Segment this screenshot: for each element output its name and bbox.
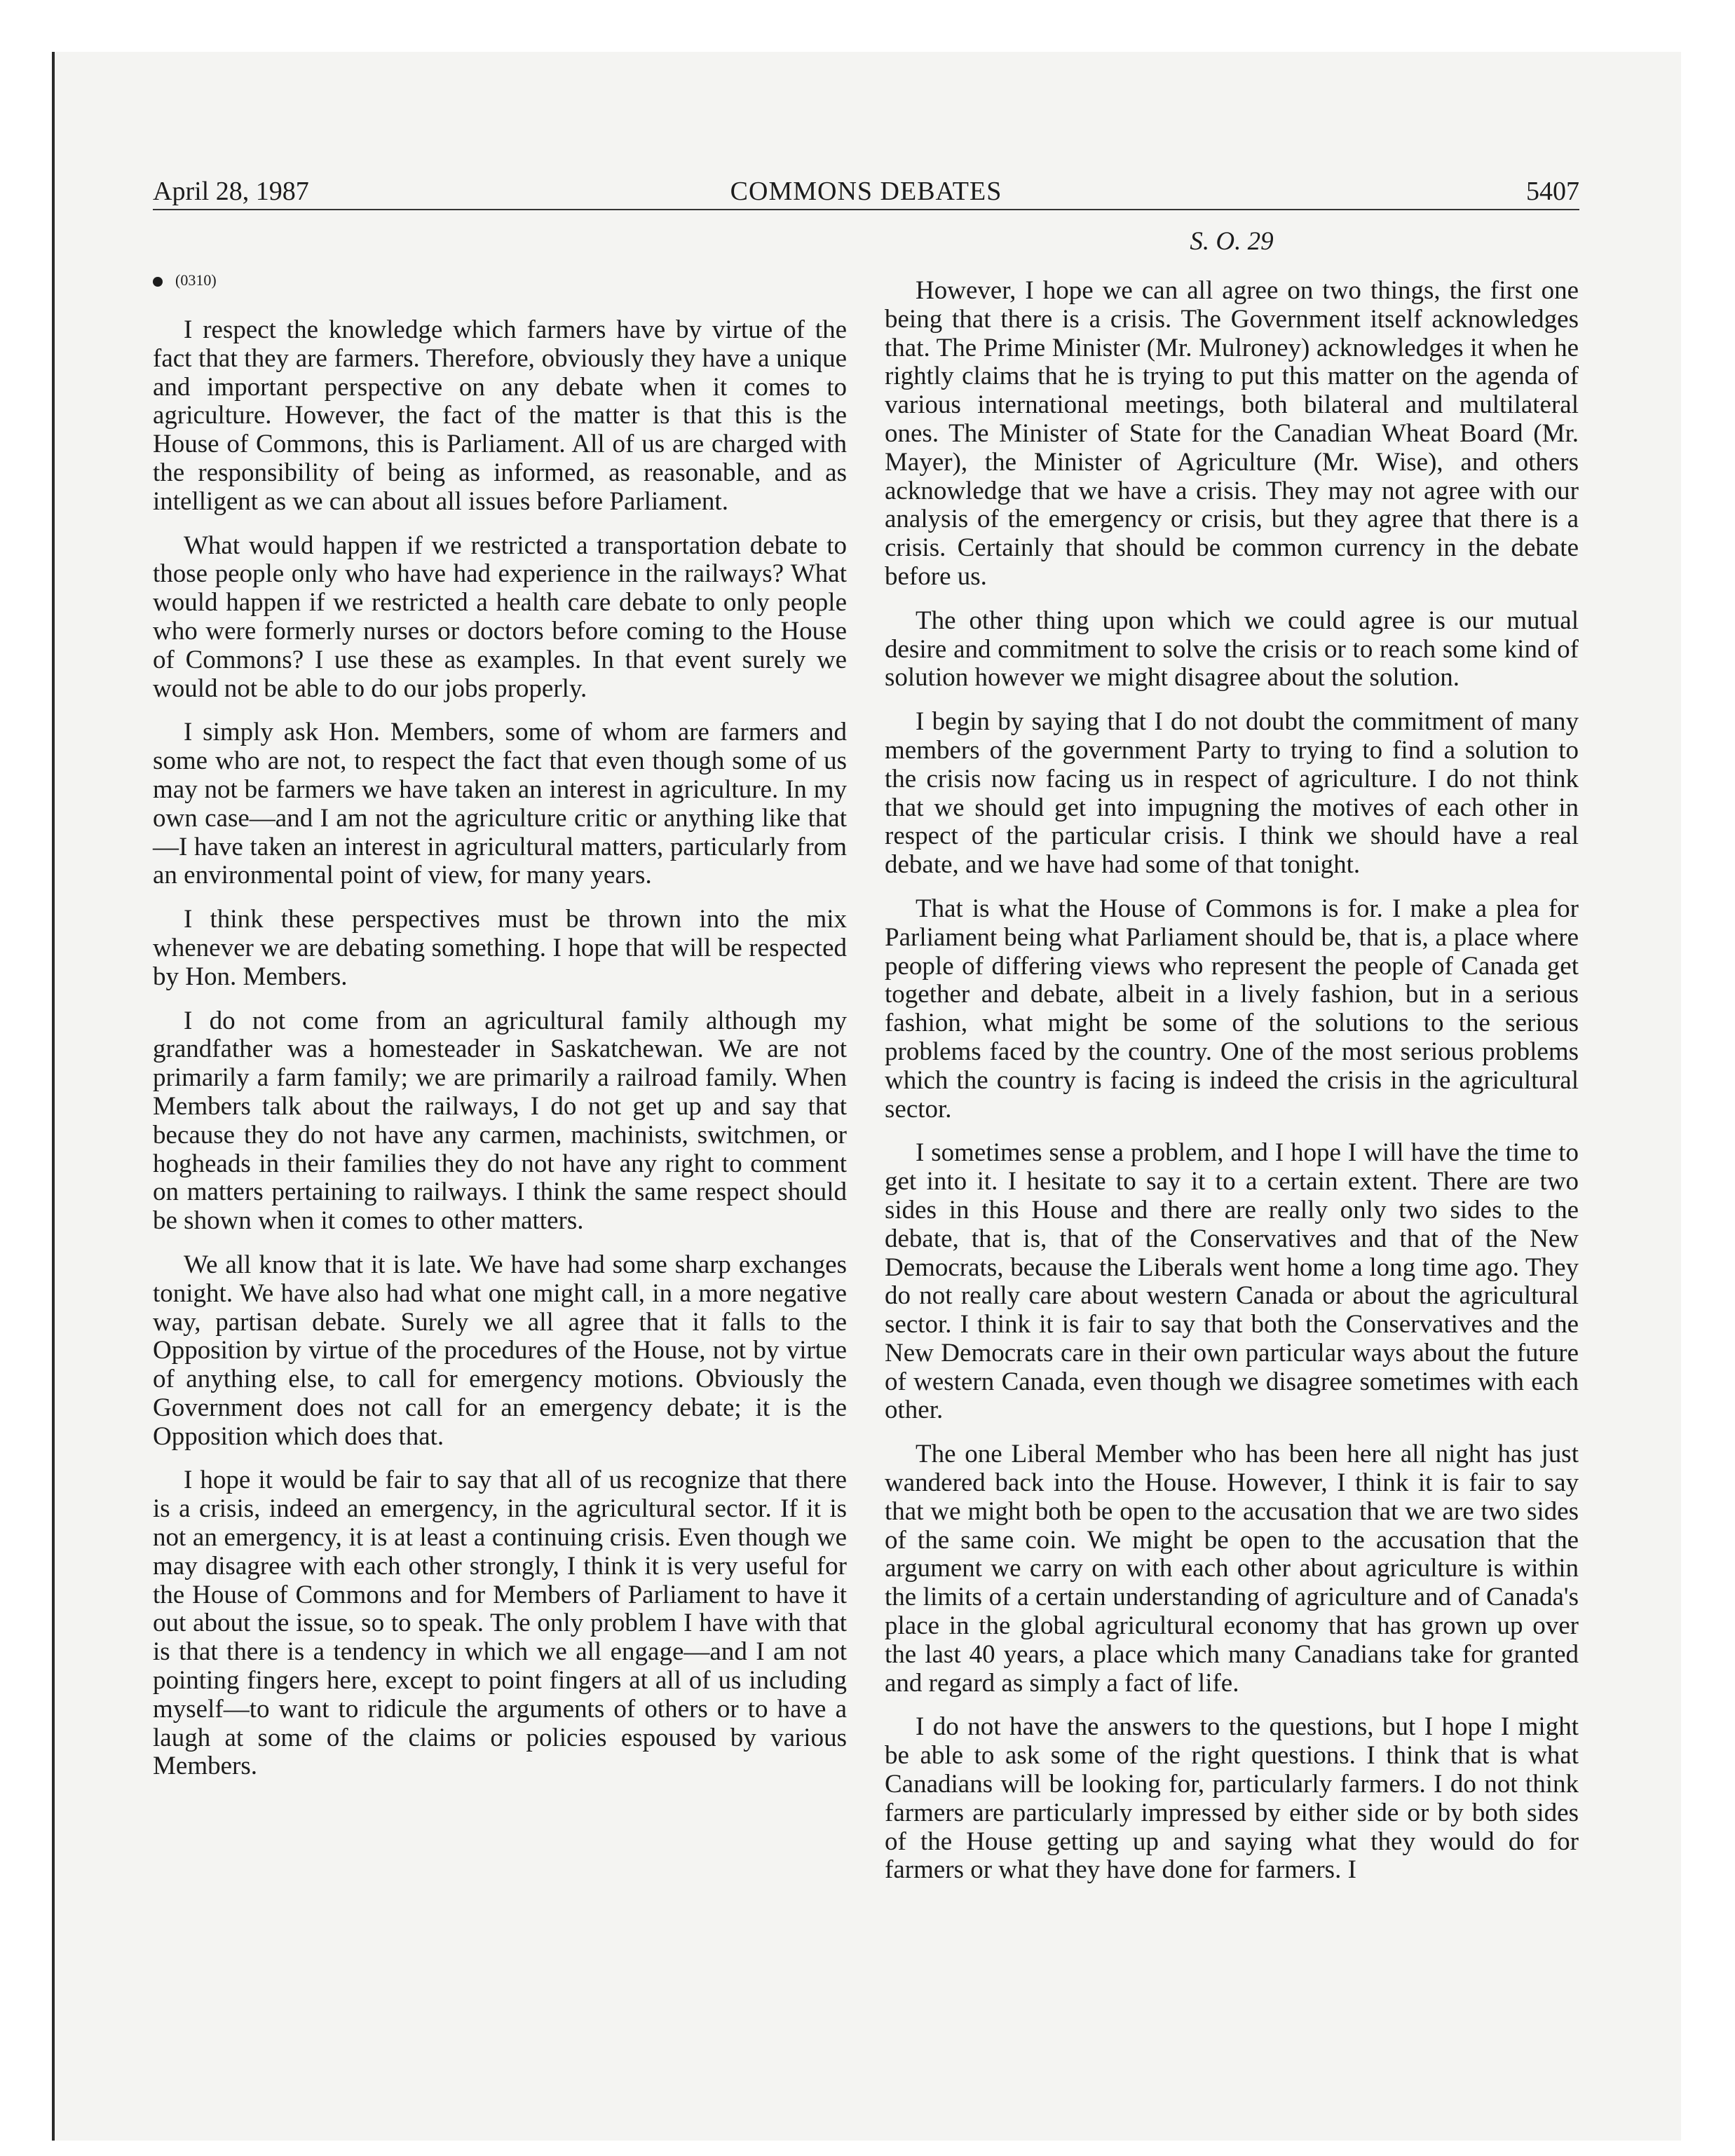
paragraph: That is what the House of Commons is for. I make a plea for Parliament being what Parliament should be, that is, a place where people of differing views who represent the people of Canada get together and debate, albeit in a lively fashion, but in a serious fashion, what might be some of the solutions to the serious problems faced by the country. One of the most serious problems which the country is facing is indeed the crisis in the agricultural sector. [885,894,1579,1124]
paragraph: I simply ask Hon. Members, some of whom are farmers and some who are not, to respect the fact that even though some of us may not be farmers we have taken an interest in agriculture. In my own case—and I am not the agriculture critic or anything like that—I have taken an interest in agricultural matters, particularly from an environmental point of view, for many years. [153,718,847,890]
paragraph: What would happen if we restricted a transportation debate to those people only who have had experience in the railways? What would happen if we restricted a health care debate to only people who were formerly nurses or doctors before coming to the House of Commons? I use these as examples. In that event surely we would not be able to do our jobs properly. [153,531,847,703]
paragraph: I do not have the answers to the questions, but I hope I might be able to ask some of the right questions. I think that is what Canadians will be looking for, particularly farmers. I do not think farmers are particularly impressed by either side or by both sides of the House getting up and saying what they would do for farmers or what they have done for farmers. I [885,1712,1579,1885]
paragraph: The one Liberal Member who has been here all night has just wandered back into the House. However, I think it is fair to say that we might both be open to the accusation that we are two sides of the same coin. We might be open to the accusation that the argument we carry on with each other about agriculture is within the limits of a certain understanding of agriculture and of Canada's place in the global agricultural economy that has grown up over the last 40 years, a place which many Canadians take for granted and regard as simply a fact of life. [885,1440,1579,1698]
paragraph: I do not come from an agricultural family although my grandfather was a homesteader in Saskatchewan. We are not primarily a farm family; we are primarily a railroad family. When Members talk about the railways, I do not get up and say that because they do not have any carmen, machinists, switchmen, or hogheads in their families they do not have any right to comment on matters pertaining to railways. I think the same respect should be shown when it comes to other matters. [153,1006,847,1236]
left-column [153,263,847,1796]
paragraph: I begin by saying that I do not doubt the commitment of many members of the government Party to trying to find a solution to the crisis now facing us in respect of agriculture. I do not think that we should get into impugning the motives of each other in respect of the particular crisis. I think we should have a real debate, and we have had some of that tonight. [885,707,1579,880]
page-header [153,174,1579,210]
paragraph: The other thing upon which we could agree is our mutual desire and commitment to solve the crisis or to reach some kind of solution however we might disagree about the solution. [885,606,1579,692]
header-date: April 28, 1987 [153,177,309,206]
paragraph: I hope it would be fair to say that all of us recognize that there is a crisis, indeed an emergency, in the agricultural sector. If it is not an emergency, it is at least a continuing crisis. Even though we may disagree with each other strongly, I think it is very useful for the House of Commons and for Members of Parliament to have it out about the issue, so to speak. The only problem I have with that is that there is a tendency in which we all engage—and I am not pointing fingers here, except to point fingers at all of us including myself—to want to ridicule the arguments of others or to have a laugh at some of the claims or policies espoused by various Members. [153,1466,847,1781]
time-marker-text: (0310) [175,271,217,289]
paragraph: I think these perspectives must be thrown into the mix whenever we are debating something. I hope that will be respected by Hon. Members. [153,905,847,991]
paragraph: We all know that it is late. We have had some sharp exchanges tonight. We have also had what one might call, in a more negative way, partisan debate. Surely we all agree that it falls to the Opposition by virtue of the procedures of the House, not by virtue of anything else, to call for emergency motions. Obviously the Government does not call for an emergency debate; it is the Opposition which does that. [153,1250,847,1451]
time-marker [153,270,847,291]
paragraph: I sometimes sense a problem, and I hope I will have the time to get into it. I hesitate to say it to a certain extent. There are two sides in this House and there are really only two sides to the debate, that is, that of the Conservatives and that of the New Democrats, because the Liberals went home a long time ago. They do not really care about western Canada or about the agricultural sector. I think it is fair to say that both the Conservatives and the New Democrats care in their own particular ways about the future of western Canada, even though we disagree sometimes with each other. [885,1138,1579,1425]
paragraph: However, I hope we can all agree on two things, the first one being that there is a crisis. The Government itself acknowledges that. The Prime Minister (Mr. Mulroney) acknowledges it when he rightly claims that he is trying to put this matter on the agenda of various international meetings, both bilateral and multilateral ones. The Minister of State for the Canadian Wheat Board (Mr. Mayer), the Minister of Agriculture (Mr. Wise), and others acknowledge that we have a crisis. They may not agree with our analysis of the emergency or crisis, but they agree that there is a crisis. Certainly that should be common currency in the debate before us. [885,276,1579,591]
right-column [885,277,1579,1900]
page-number: 5407 [1526,177,1579,206]
paragraph: I respect the knowledge which farmers have by virtue of the fact that they are farmers. Therefore, obviously they have a unique and important perspective on any debate when it comes to agriculture. However, the fact of the matter is that this is the House of Commons, this is Parliament. All of us are charged with the responsibility of being as informed, as reasonable, and as intelligent as we can about all issues before Parliament. [153,315,847,516]
header-title: COMMONS DEBATES [730,177,1002,206]
bullet-icon [153,277,163,287]
section-subheading: S. O. 29 [1190,227,1274,256]
